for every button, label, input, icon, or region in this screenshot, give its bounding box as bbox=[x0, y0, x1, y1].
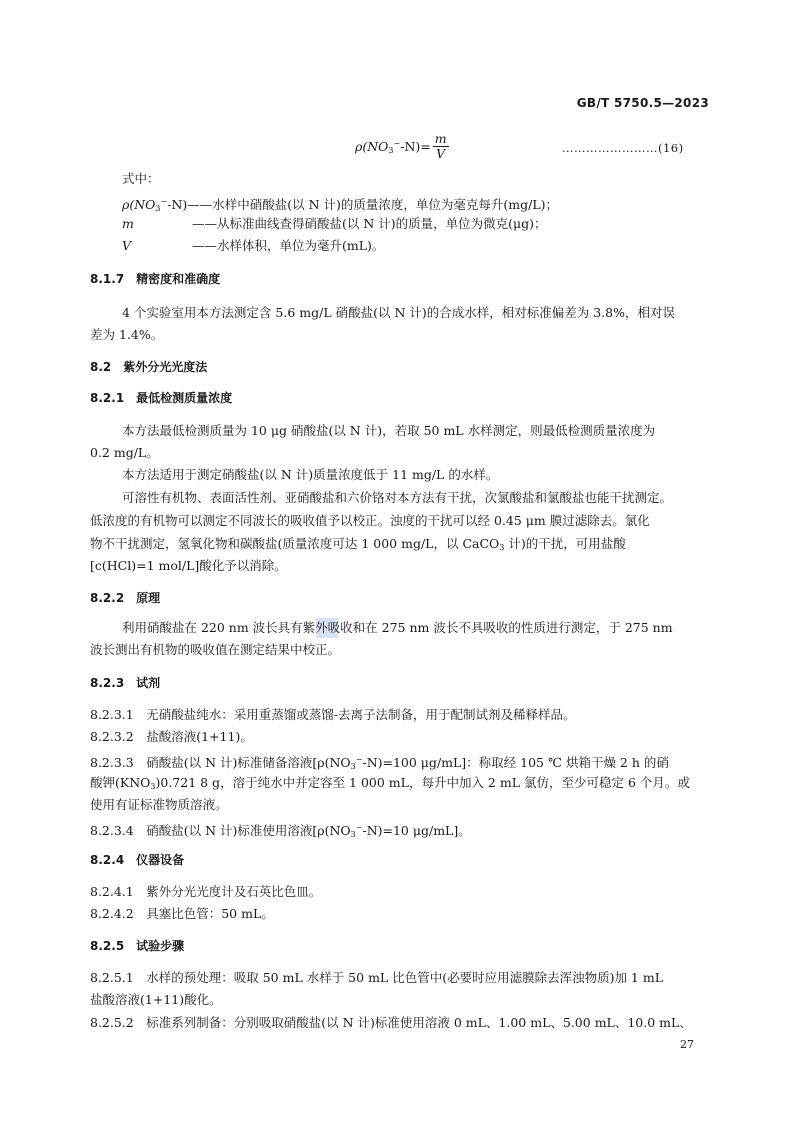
s8234-pre: 8.2.3.4 硝酸盐(以 N 计)标准使用溶液[ρ(NO bbox=[90, 823, 351, 838]
section-8-2-1-title: 8.2.1 最低检测质量浓度 bbox=[90, 391, 233, 405]
definition-rho-term: ρ(NO bbox=[122, 197, 156, 212]
formula-denominator: V bbox=[436, 146, 446, 161]
definition-rho-sup: − bbox=[160, 197, 168, 206]
section-8-2-3-3-line2 bbox=[90, 775, 690, 795]
definition-v-term: V bbox=[122, 238, 132, 253]
section-8-2-4-title: 8.2.4 仪器设备 bbox=[90, 853, 185, 867]
formula-lhs-sup: − bbox=[393, 138, 401, 148]
section-8-2-5-title: 8.2.5 试验步骤 bbox=[90, 939, 185, 953]
section-8-2-5-2-line1: 8.2.5.2 标准系列制备：分别吸取硝酸盐(以 N 计)标准使用溶液 0 mL、1.00 mL、5.00 mL、10.0 mL、 bbox=[90, 1015, 692, 1030]
section-8-2-3-2: 8.2.3.2 盐酸溶液(1+11)。 bbox=[90, 729, 253, 744]
formula-16 bbox=[355, 132, 449, 161]
definition-v-desc: ——水样体积，单位为毫升(mL)。 bbox=[192, 238, 385, 253]
s8234-sub: 3 bbox=[350, 830, 356, 839]
formula-fraction bbox=[433, 132, 449, 161]
definition-m-term: m bbox=[122, 216, 134, 231]
section-8-2-3-3-line1 bbox=[90, 752, 669, 775]
formula-lhs bbox=[355, 139, 431, 155]
formula-lhs-tail: -N)= bbox=[400, 138, 431, 154]
definitions-intro: 式中： bbox=[122, 171, 160, 186]
section-8-2-2-para-line2: 波长测出有机物的吸收值在测定结果中校正。 bbox=[90, 642, 341, 657]
section-8-2-5-1-line1: 8.2.5.1 水样的预处理：吸取 50 mL 水样于 50 mL 比色管中(必要时应用滤膜除去浑浊物质)加 1 mL bbox=[90, 970, 663, 985]
section-8-2-1-para1-line1: 本方法最低检测质量为 10 μg 硝酸盐(以 N 计)，若取 50 mL 水样测定，则最低检测质量浓度为 bbox=[122, 423, 656, 438]
section-8-1-7-title: 8.1.7 精密度和准确度 bbox=[90, 272, 221, 286]
s8233-line1-pre: 8.2.3.3 硝酸盐(以 N 计)标准储备溶液[ρ(NO bbox=[90, 755, 351, 770]
section-8-2-3-title: 8.2.3 试剂 bbox=[90, 676, 161, 690]
section-8-2-4-2: 8.2.4.2 具塞比色管：50 mL。 bbox=[90, 906, 274, 921]
s8233-line1-sub: 3 bbox=[350, 762, 356, 771]
para3-line3-tail: 计)的干扰，可用盐酸 bbox=[504, 536, 626, 551]
definition-v bbox=[122, 238, 384, 254]
s8234-tail: -N)=10 μg/mL]。 bbox=[362, 823, 471, 838]
para3-line3-text: 物不干扰测定，氢氧化物和碳酸盐(质量浓度可达 1 000 mg/L，以 CaCO bbox=[90, 536, 500, 551]
section-8-2-title: 8.2 紫外分光光度法 bbox=[90, 360, 208, 374]
equation-number: ……………………(16) bbox=[562, 141, 684, 155]
section-8-2-1-para3-line4: [c(HCl)=1 mol/L]酸化予以消除。 bbox=[90, 558, 287, 573]
section-8-1-7-para-line1: 4 个实验室用本方法测定含 5.6 mg/L 硝酸盐(以 N 计)的合成水样，相对标准偏差为 3.8%，相对误 bbox=[122, 305, 675, 320]
definition-rho-tail: -N) bbox=[167, 197, 188, 212]
definition-m-desc: ——从标准曲线查得硝酸盐(以 N 计)的质量，单位为微克(μg)； bbox=[192, 216, 547, 231]
definition-rho-desc: ——水样中硝酸盐(以 N 计)的质量浓度，单位为毫克每升(mg/L)； bbox=[187, 197, 559, 212]
formula-lhs-text: ρ(NO bbox=[355, 138, 389, 154]
section-8-2-3-4 bbox=[90, 820, 471, 843]
section-8-2-3-1: 8.2.3.1 无硝酸盐纯水：采用重蒸馏或蒸馏-去离子法制备，用于配制试剂及稀释样品。 bbox=[90, 707, 576, 722]
s8233-line2-sub: 3 bbox=[150, 782, 156, 791]
formula-lhs-sub: 3 bbox=[388, 145, 394, 155]
definition-m bbox=[122, 216, 547, 232]
s8233-line1-sup: − bbox=[355, 755, 363, 764]
s8233-line1-tail: -N)=100 μg/mL]：称取经 105 ℃ 烘箱干燥 2 h 的硝 bbox=[362, 755, 669, 770]
section-8-2-5-1-line2: 盐酸溶液(1+11)酸化。 bbox=[90, 992, 222, 1007]
section-8-2-1-para1-line2: 0.2 mg/L。 bbox=[90, 445, 159, 460]
formula-numerator: m bbox=[434, 131, 447, 146]
section-8-2-1-para3-line2: 低浓度的有机物可以测定不同波长的吸收值予以校正。浊度的干扰可以经 0.45 μm 膜过滤除去。氯化 bbox=[90, 513, 650, 528]
caco3-subscript: 3 bbox=[499, 543, 505, 552]
section-8-2-1-para3-line1: 可溶性有机物、表面活性剂、亚硝酸盐和六价铬对本方法有干扰，次氯酸盐和氯酸盐也能干扰测定。 bbox=[122, 490, 673, 505]
section-8-2-2-para-line1: 利用硝酸盐在 220 nm 波长具有紫外吸收和在 275 nm 波长不具吸收的性质进行测定，于 275 nm bbox=[122, 620, 673, 635]
section-8-2-2-title: 8.2.2 原理 bbox=[90, 591, 161, 605]
section-8-2-3-3-line3: 使用有证标准物质溶液。 bbox=[90, 797, 228, 812]
section-8-2-4-1: 8.2.4.1 紫外分光光度计及石英比色皿。 bbox=[90, 884, 322, 899]
s8234-sup: − bbox=[355, 823, 363, 832]
s8233-line2-tail: )0.721 8 g，溶于纯水中并定容至 1 000 mL，每升中加入 2 mL 氯仿，至少可稳定 6 个月。或 bbox=[155, 775, 690, 790]
section-8-2-1-para2: 本方法适用于测定硝酸盐(以 N 计)质量浓度低于 11 mg/L 的水样。 bbox=[122, 467, 499, 482]
standard-code: GB/T 5750.5—2023 bbox=[576, 96, 709, 110]
section-8-2-1-para3-line3 bbox=[90, 536, 626, 556]
page-number: 27 bbox=[680, 1038, 694, 1051]
definition-rho-sub: 3 bbox=[155, 204, 161, 213]
section-8-1-7-para-line2: 差为 1.4%。 bbox=[90, 327, 164, 342]
s8233-line2-pre: 酸钾(KNO bbox=[90, 775, 151, 790]
definition-rho bbox=[122, 194, 558, 217]
